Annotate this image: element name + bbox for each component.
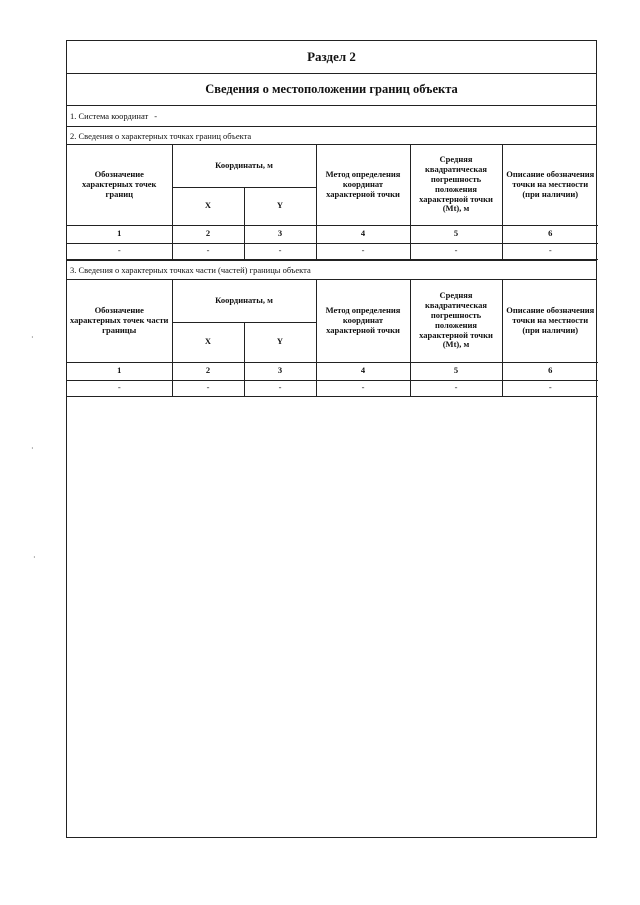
header-y: Y — [244, 187, 316, 225]
table-cell: - — [316, 243, 410, 259]
table-cell: - — [244, 243, 316, 259]
header-description: Описание обозначения точки на местности (при наличии) — [502, 280, 598, 362]
table-cell: - — [172, 380, 244, 396]
header-coordinates: Координаты, м — [172, 145, 316, 187]
column-number: 4 — [316, 362, 410, 380]
header-method: Метод определения координат характерной точки — [316, 280, 410, 362]
table-cell: - — [502, 380, 598, 396]
header-designation: Обозначение характерных точек части границы — [67, 280, 172, 362]
table-cell: - — [410, 380, 502, 396]
table-cell: - — [172, 243, 244, 259]
table-cell: - — [502, 243, 598, 259]
column-number: 3 — [244, 225, 316, 243]
header-y: Y — [244, 322, 316, 362]
column-number: 5 — [410, 225, 502, 243]
header-x: X — [172, 187, 244, 225]
column-numbers-row — [67, 225, 598, 243]
document-frame — [66, 40, 597, 838]
boundary-points-table — [67, 145, 598, 260]
column-number: 6 — [502, 362, 598, 380]
scan-speck: · — [33, 553, 36, 562]
column-number: 6 — [502, 225, 598, 243]
header-description: Описание обозначения точки на местности (при наличии) — [502, 145, 598, 225]
table-row — [67, 380, 598, 396]
table1-caption: 2. Сведения о характерных точках границ объекта — [67, 127, 596, 145]
header-coordinates: Координаты, м — [172, 280, 316, 322]
coordinate-system-value: - — [154, 111, 158, 121]
column-number: 2 — [172, 225, 244, 243]
scan-speck: · — [31, 333, 34, 342]
column-number: 1 — [67, 362, 172, 380]
scan-speck: · — [31, 444, 34, 453]
header-x: X — [172, 322, 244, 362]
table-cell: - — [410, 243, 502, 259]
table-cell: - — [316, 380, 410, 396]
part-boundary-points-table — [67, 280, 598, 397]
header-designation: Обозначение характерных точек границ — [67, 145, 172, 225]
table2-caption: 3. Сведения о характерных точках части (частей) границы объекта — [67, 260, 596, 280]
coordinate-system-label: 1. Система координат — [70, 111, 149, 121]
column-number: 1 — [67, 225, 172, 243]
column-numbers-row — [67, 362, 598, 380]
document-subtitle: Сведения о местоположении границ объекта — [67, 74, 596, 106]
table-cell: - — [67, 243, 172, 259]
header-error: Средняя квадратическая погрешность положения характерной точки (Mt), м — [410, 280, 502, 362]
table-cell: - — [244, 380, 316, 396]
header-method: Метод определения координат характерной точки — [316, 145, 410, 225]
coordinate-system-row — [67, 106, 596, 127]
column-number: 2 — [172, 362, 244, 380]
section-title: Раздел 2 — [67, 41, 596, 74]
header-error: Средняя квадратическая погрешность положения характерной точки (Mt), м — [410, 145, 502, 225]
column-number: 5 — [410, 362, 502, 380]
column-number: 4 — [316, 225, 410, 243]
table-row — [67, 243, 598, 259]
table-cell: - — [67, 380, 172, 396]
column-number: 3 — [244, 362, 316, 380]
